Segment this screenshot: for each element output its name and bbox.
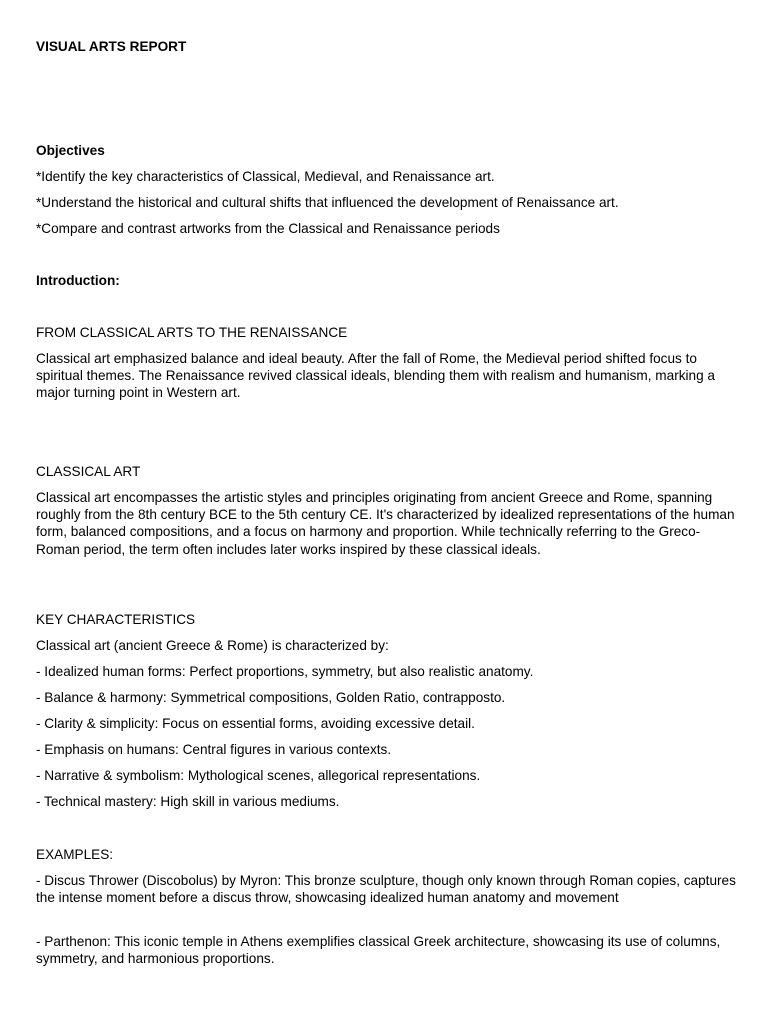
objective-item: *Identify the key characteristics of Classical, Medieval, and Renaissance art. xyxy=(36,169,495,184)
key-characteristics-intro: Classical art (ancient Greece & Rome) is characterized by: xyxy=(36,638,389,653)
objective-item: *Compare and contrast artworks from the Classical and Renaissance periods xyxy=(36,221,500,236)
characteristic-item: - Idealized human forms: Perfect proportions, symmetry, but also realistic anatomy. xyxy=(36,664,534,679)
characteristic-item: - Emphasis on humans: Central figures in various contexts. xyxy=(36,742,392,757)
characteristic-item: - Clarity & simplicity: Focus on essential forms, avoiding excessive detail. xyxy=(36,716,475,731)
section-heading-examples: EXAMPLES: xyxy=(36,847,114,862)
section-body-classical-art: Classical art encompasses the artistic styles and principles originating from ancient Greece and Rome, spanning roughly from the 8th century BCE to the 5th century CE. It's characterized by idealized representations of the human form, balanced compositions, and a focus on harmony and proportion. While technically referring to the Greco-Roman period, the term often includes later works inspired by these classical ideals. xyxy=(36,490,735,557)
characteristic-item: - Balance & harmony: Symmetrical compositions, Golden Ratio, contrapposto. xyxy=(36,690,506,705)
section-body-classical-to-renaissance: Classical art emphasized balance and ideal beauty. After the fall of Rome, the Medieval period shifted focus to spiritual themes. The Renaissance revived classical ideals, blending them with realism and humanism, marking a major turning point in Western art. xyxy=(36,351,715,401)
characteristic-item: - Narrative & symbolism: Mythological scenes, allegorical representations. xyxy=(36,768,481,783)
document-title: VISUAL ARTS REPORT xyxy=(36,39,187,54)
example-item: - Discus Thrower (Discobolus) by Myron: This bronze sculpture, though only known through Roman copies, captures the intense moment before a discus throw, showcasing idealized human anatomy and movement xyxy=(36,873,736,906)
objective-item: *Understand the historical and cultural shifts that influenced the development of Renaissance art. xyxy=(36,195,619,210)
objectives-heading: Objectives xyxy=(36,143,105,158)
section-heading-key-characteristics: KEY CHARACTERISTICS xyxy=(36,612,196,627)
introduction-heading: Introduction: xyxy=(36,273,120,288)
characteristic-item: - Technical mastery: High skill in various mediums. xyxy=(36,794,340,809)
section-heading-classical-to-renaissance: FROM CLASSICAL ARTS TO THE RENAISSANCE xyxy=(36,325,348,340)
section-heading-classical-art: CLASSICAL ART xyxy=(36,464,141,479)
example-item: - Parthenon: This iconic temple in Athens exemplifies classical Greek architecture, showcasing its use of columns, symmetry, and harmonious proportions. xyxy=(36,934,721,967)
